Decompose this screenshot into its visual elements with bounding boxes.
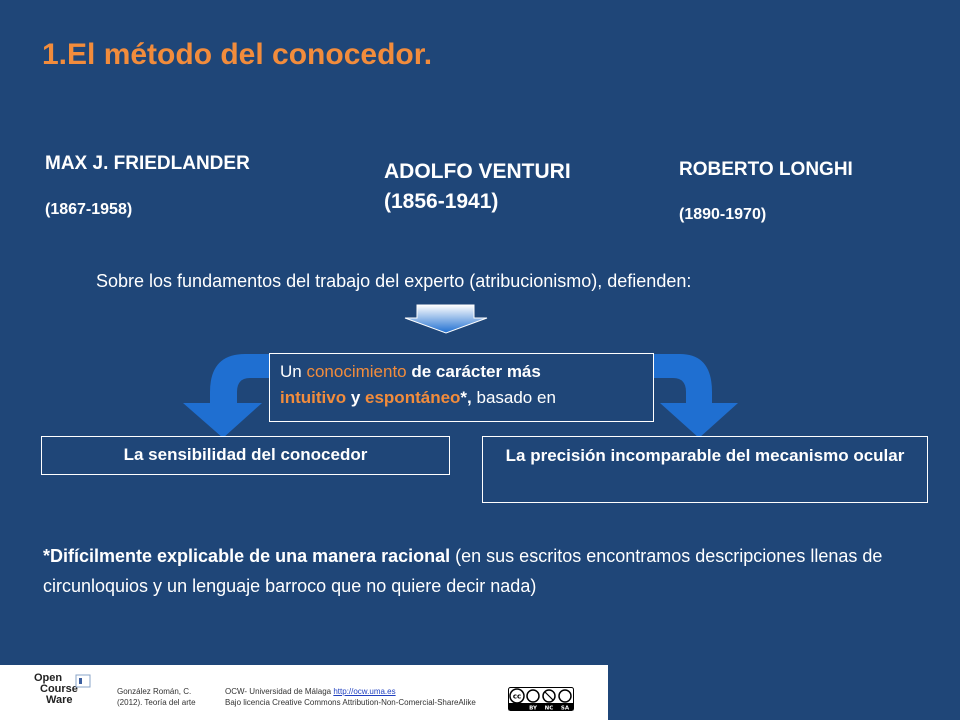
footnote-rest: (en sus escritos encontramos descripciones llenas de circunloquios y un lenguaje barroco que no quiere decir nada) — [43, 546, 883, 596]
intro-text: Sobre los fundamentos del trabajo del experto (atribucionismo), defienden: — [96, 271, 692, 291]
footnote-bold: *Difícilmente explicable de una manera racional — [43, 546, 451, 566]
center-text-1: Un — [280, 362, 307, 381]
person-name-friedlander: MAX J. FRIEDLANDER — [45, 153, 250, 174]
logo-open: Open — [34, 672, 63, 684]
center-text-8: basado en — [471, 388, 556, 407]
curved-arrow-right-icon — [640, 354, 738, 438]
box-sensibilidad: La sensibilidad del conocedor — [41, 436, 450, 475]
svg-text:cc: cc — [512, 692, 522, 701]
footer-bar — [0, 665, 608, 720]
center-text-intuitivo: intuitivo — [280, 388, 347, 407]
footer-author-line1: González Román, C. — [117, 687, 192, 696]
person-dates-longhi: (1890-1970) — [679, 206, 767, 223]
center-concept-box — [269, 353, 654, 422]
footer-ocw-link[interactable]: http://ocw.uma.es — [333, 687, 396, 696]
center-text-espontaneo: espontáneo — [365, 388, 461, 407]
person-name-longhi: ROBERTO LONGHI — [679, 159, 853, 180]
uma-logo-icon — [74, 673, 94, 691]
footnote — [43, 541, 923, 601]
cc-license-badge — [508, 687, 574, 713]
opencourseware-logo — [30, 673, 100, 715]
footer-license — [225, 686, 476, 708]
center-text-3: de carácter más — [406, 362, 541, 381]
person-name-venturi: ADOLFO VENTURI — [384, 160, 571, 183]
footer-license-text: Bajo licencia Creative Commons Attribution-Non-Comercial-ShareAlike — [225, 698, 476, 707]
logo-ware: Ware — [46, 694, 73, 706]
cc-label-nc: NC — [544, 705, 554, 711]
footer-ocw-text: OCW- Universidad de Málaga — [225, 687, 334, 696]
cc-label-by: BY — [529, 705, 537, 711]
cc-label-sa: SA — [560, 705, 570, 711]
person-dates-friedlander: (1867-1958) — [45, 201, 133, 218]
footer-author-line2: (2012). Teoría del arte — [117, 698, 196, 707]
down-arrow-icon — [405, 305, 487, 333]
center-text-7: *, — [460, 388, 472, 407]
person-dates-venturi: (1856-1941) — [384, 190, 499, 213]
box-precision: La precisión incomparable del mecanismo ocular — [482, 436, 928, 503]
logo-course: Course — [40, 683, 78, 695]
page-title: 1.El método del conocedor. — [42, 38, 433, 71]
cc-icon — [508, 687, 574, 711]
footer-author — [117, 686, 196, 708]
center-text-conocimiento: conocimiento — [306, 362, 407, 381]
center-text-5: y — [346, 388, 366, 407]
